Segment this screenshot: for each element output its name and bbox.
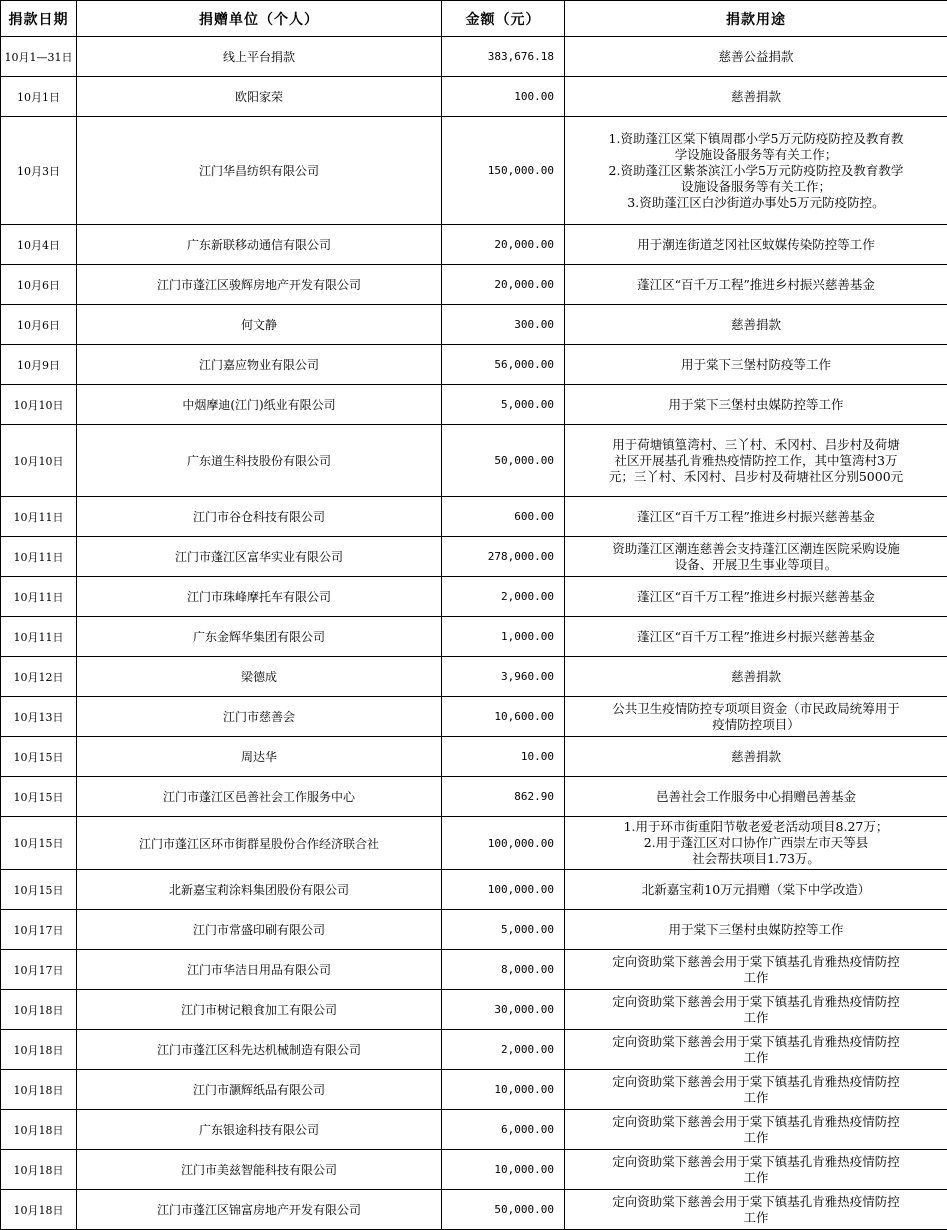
donation-amount: 20,000.00 [442, 265, 565, 305]
donation-purpose [565, 990, 947, 1030]
purpose-line: 慈善捐款 [569, 317, 943, 333]
table-row [1, 1110, 947, 1150]
purpose-line: 工作 [569, 1090, 943, 1106]
table-row [1, 870, 947, 910]
table-row [1, 1190, 947, 1230]
donation-purpose [565, 117, 947, 225]
purpose-line: 2.用于蓬江区对口协作广西崇左市天等县 [569, 835, 943, 851]
header-purpose: 捐款用途 [565, 1, 947, 37]
donation-date: 10月11日 [1, 617, 77, 657]
purpose-line: 用于棠下三堡村虫媒防控等工作 [569, 922, 943, 938]
donation-purpose [565, 617, 947, 657]
purpose-line: 北新嘉宝莉10万元捐赠（棠下中学改造） [569, 882, 943, 898]
purpose-line: 慈善捐款 [569, 669, 943, 685]
donation-date: 10月18日 [1, 1190, 77, 1230]
donor-name: 广东新联移动通信有限公司 [77, 225, 442, 265]
donor-name: 江门市谷仓科技有限公司 [77, 497, 442, 537]
donation-purpose [565, 950, 947, 990]
table-row [1, 1150, 947, 1190]
donation-amount: 862.90 [442, 777, 565, 817]
donation-amount: 10,000.00 [442, 1150, 565, 1190]
donation-amount: 100,000.00 [442, 817, 565, 870]
donation-purpose [565, 697, 947, 737]
purpose-line: 邑善社会工作服务中心捐赠邑善基金 [569, 789, 943, 805]
donation-amount: 600.00 [442, 497, 565, 537]
donor-name: 广东道生科技股份有限公司 [77, 425, 442, 497]
purpose-line: 慈善捐款 [569, 749, 943, 765]
donation-amount: 30,000.00 [442, 990, 565, 1030]
purpose-line: 蓬江区“百千万工程”推进乡村振兴慈善基金 [569, 589, 943, 605]
purpose-line: 定向资助棠下慈善会用于棠下镇基孔肯雅热疫情防控 [569, 1034, 943, 1050]
header-amount: 金额（元） [442, 1, 565, 37]
purpose-line: 学设施设备服务等有关工作； [569, 147, 943, 163]
donation-date: 10月15日 [1, 777, 77, 817]
donation-date: 10月17日 [1, 910, 77, 950]
table-row [1, 817, 947, 870]
donor-name: 周达华 [77, 737, 442, 777]
donation-date: 10月15日 [1, 817, 77, 870]
donation-purpose [565, 817, 947, 870]
purpose-line: 定向资助棠下慈善会用于棠下镇基孔肯雅热疫情防控 [569, 1194, 943, 1210]
donation-date: 10月11日 [1, 577, 77, 617]
donation-date: 10月6日 [1, 305, 77, 345]
purpose-line: 工作 [569, 1010, 943, 1026]
header-donor: 捐赠单位（个人） [77, 1, 442, 37]
table-row [1, 990, 947, 1030]
donation-purpose [565, 1070, 947, 1110]
table-row [1, 950, 947, 990]
purpose-line: 工作 [569, 1130, 943, 1146]
purpose-line: 工作 [569, 970, 943, 986]
donation-date: 10月18日 [1, 1030, 77, 1070]
purpose-line: 2.资助蓬江区紫茶滨江小学5万元防疫防控及教育教学 [569, 163, 943, 179]
donation-date: 10月18日 [1, 990, 77, 1030]
donor-name: 江门市美兹智能科技有限公司 [77, 1150, 442, 1190]
donation-amount: 100,000.00 [442, 870, 565, 910]
donation-date: 10月1—31日 [1, 37, 77, 77]
purpose-line: 慈善公益捐款 [569, 49, 943, 65]
donation-amount: 300.00 [442, 305, 565, 345]
purpose-line: 定向资助棠下慈善会用于棠下镇基孔肯雅热疫情防控 [569, 954, 943, 970]
table-row [1, 305, 947, 345]
donation-date: 10月18日 [1, 1150, 77, 1190]
donation-date: 10月15日 [1, 870, 77, 910]
donation-amount: 56,000.00 [442, 345, 565, 385]
donor-name: 江门嘉应物业有限公司 [77, 345, 442, 385]
donor-name: 江门市灏辉纸品有限公司 [77, 1070, 442, 1110]
donation-amount: 5,000.00 [442, 910, 565, 950]
donation-purpose [565, 345, 947, 385]
table-row [1, 425, 947, 497]
table-row [1, 345, 947, 385]
purpose-line: 慈善捐款 [569, 89, 943, 105]
purpose-line: 用于棠下三堡村虫媒防控等工作 [569, 397, 943, 413]
donation-date: 10月13日 [1, 697, 77, 737]
purpose-line: 公共卫生疫情防控专项项目资金（市民政局统筹用于 [569, 701, 943, 717]
purpose-line: 疫情防控项目） [569, 717, 943, 733]
table-row [1, 1070, 947, 1110]
donor-name: 江门市蓬江区骏辉房地产开发有限公司 [77, 265, 442, 305]
donation-purpose [565, 77, 947, 117]
donation-date: 10月15日 [1, 737, 77, 777]
table-row [1, 117, 947, 225]
donation-purpose [565, 1030, 947, 1070]
donor-name: 北新嘉宝莉涂料集团股份有限公司 [77, 870, 442, 910]
donation-purpose [565, 385, 947, 425]
table-row [1, 737, 947, 777]
donor-name: 江门市蓬江区邑善社会工作服务中心 [77, 777, 442, 817]
donor-name: 江门市蓬江区富华实业有限公司 [77, 537, 442, 577]
table-row [1, 777, 947, 817]
donor-name: 江门市树记粮食加工有限公司 [77, 990, 442, 1030]
donation-amount: 10.00 [442, 737, 565, 777]
donation-purpose [565, 225, 947, 265]
purpose-line: 用于棠下三堡村防疫等工作 [569, 357, 943, 373]
table-row [1, 697, 947, 737]
purpose-line: 设备、开展卫生事业等项目。 [569, 557, 943, 573]
donor-name: 江门市慈善会 [77, 697, 442, 737]
donation-purpose [565, 577, 947, 617]
donation-purpose [565, 265, 947, 305]
donor-name: 江门市华洁日用品有限公司 [77, 950, 442, 990]
donation-purpose [565, 497, 947, 537]
purpose-line: 3.资助蓬江区白沙街道办事处5万元防疫防控。 [569, 195, 943, 211]
donation-date: 10月3日 [1, 117, 77, 225]
table-row [1, 1030, 947, 1070]
donation-amount: 5,000.00 [442, 385, 565, 425]
donation-amount: 20,000.00 [442, 225, 565, 265]
table-row [1, 37, 947, 77]
purpose-line: 蓬江区“百千万工程”推进乡村振兴慈善基金 [569, 277, 943, 293]
purpose-line: 社会帮扶项目1.73万。 [569, 851, 943, 867]
donation-amount: 150,000.00 [442, 117, 565, 225]
donor-name: 江门市常盛印刷有限公司 [77, 910, 442, 950]
donation-purpose [565, 870, 947, 910]
donation-purpose [565, 1150, 947, 1190]
header-date: 捐款日期 [1, 1, 77, 37]
purpose-line: 元；三丫村、禾冈村、吕步村及荷塘社区分别5000元 [569, 469, 943, 485]
donation-date: 10月11日 [1, 537, 77, 577]
donor-name: 广东银途科技有限公司 [77, 1110, 442, 1150]
donation-amount: 2,000.00 [442, 577, 565, 617]
table-row [1, 537, 947, 577]
table-row [1, 497, 947, 537]
table-row [1, 77, 947, 117]
donation-amount: 3,960.00 [442, 657, 565, 697]
purpose-line: 蓬江区“百千万工程”推进乡村振兴慈善基金 [569, 509, 943, 525]
donation-purpose [565, 657, 947, 697]
donation-purpose [565, 425, 947, 497]
donation-amount: 1,000.00 [442, 617, 565, 657]
table-row [1, 657, 947, 697]
donor-name: 广东金辉华集团有限公司 [77, 617, 442, 657]
donor-name: 江门市蓬江区环市街群星股份合作经济联合社 [77, 817, 442, 870]
table-row [1, 225, 947, 265]
donation-amount: 100.00 [442, 77, 565, 117]
purpose-line: 1.资助蓬江区棠下镇周郡小学5万元防疫防控及教育教 [569, 131, 943, 147]
table-row [1, 577, 947, 617]
purpose-line: 工作 [569, 1170, 943, 1186]
donor-name: 梁德成 [77, 657, 442, 697]
purpose-line: 定向资助棠下慈善会用于棠下镇基孔肯雅热疫情防控 [569, 994, 943, 1010]
table-row [1, 385, 947, 425]
donation-amount: 50,000.00 [442, 425, 565, 497]
donor-name: 江门市蓬江区锦富房地产开发有限公司 [77, 1190, 442, 1230]
table-row [1, 910, 947, 950]
purpose-line: 用于潮连街道芝冈社区蚊媒传染防控等工作 [569, 237, 943, 253]
donation-date: 10月18日 [1, 1110, 77, 1150]
donation-date: 10月18日 [1, 1070, 77, 1110]
purpose-line: 资助蓬江区潮连慈善会支持蓬江区潮连医院采购设施 [569, 541, 943, 557]
donation-date: 10月11日 [1, 497, 77, 537]
donor-name: 何文静 [77, 305, 442, 345]
purpose-line: 工作 [569, 1050, 943, 1066]
purpose-line: 定向资助棠下慈善会用于棠下镇基孔肯雅热疫情防控 [569, 1154, 943, 1170]
header-row [1, 1, 947, 37]
donor-name: 线上平台捐款 [77, 37, 442, 77]
donation-purpose [565, 537, 947, 577]
purpose-line: 设施设备服务等有关工作； [569, 179, 943, 195]
donation-amount: 383,676.18 [442, 37, 565, 77]
donation-purpose [565, 1190, 947, 1230]
purpose-line: 工作 [569, 1210, 943, 1226]
purpose-line: 社区开展基孔肯雅热疫情防控工作，其中篁湾村3万 [569, 453, 943, 469]
donor-name: 江门华昌纺织有限公司 [77, 117, 442, 225]
donor-name: 江门市蓬江区科先达机械制造有限公司 [77, 1030, 442, 1070]
donation-date: 10月4日 [1, 225, 77, 265]
donation-amount: 10,600.00 [442, 697, 565, 737]
donation-date: 10月6日 [1, 265, 77, 305]
donation-date: 10月1日 [1, 77, 77, 117]
donation-amount: 50,000.00 [442, 1190, 565, 1230]
donation-date: 10月17日 [1, 950, 77, 990]
donation-amount: 6,000.00 [442, 1110, 565, 1150]
donation-date: 10月9日 [1, 345, 77, 385]
donation-purpose [565, 910, 947, 950]
purpose-line: 用于荷塘镇篁湾村、三丫村、禾冈村、吕步村及荷塘 [569, 437, 943, 453]
donation-amount: 2,000.00 [442, 1030, 565, 1070]
donor-name: 江门市珠峰摩托车有限公司 [77, 577, 442, 617]
donation-amount: 10,000.00 [442, 1070, 565, 1110]
purpose-line: 蓬江区“百千万工程”推进乡村振兴慈善基金 [569, 629, 943, 645]
donation-amount: 278,000.00 [442, 537, 565, 577]
donation-purpose [565, 37, 947, 77]
purpose-line: 定向资助棠下慈善会用于棠下镇基孔肯雅热疫情防控 [569, 1074, 943, 1090]
donation-purpose [565, 737, 947, 777]
donation-purpose [565, 305, 947, 345]
donation-purpose [565, 777, 947, 817]
donor-name: 欧阳家荣 [77, 77, 442, 117]
purpose-line: 定向资助棠下慈善会用于棠下镇基孔肯雅热疫情防控 [569, 1114, 943, 1130]
donation-purpose [565, 1110, 947, 1150]
donor-name: 中烟摩迪(江门)纸业有限公司 [77, 385, 442, 425]
table-row [1, 265, 947, 305]
donation-date: 10月10日 [1, 425, 77, 497]
table-row [1, 617, 947, 657]
donation-date: 10月12日 [1, 657, 77, 697]
donation-date: 10月10日 [1, 385, 77, 425]
donation-amount: 8,000.00 [442, 950, 565, 990]
purpose-line: 1.用于环市街重阳节敬老爱老活动项目8.27万； [569, 819, 943, 835]
